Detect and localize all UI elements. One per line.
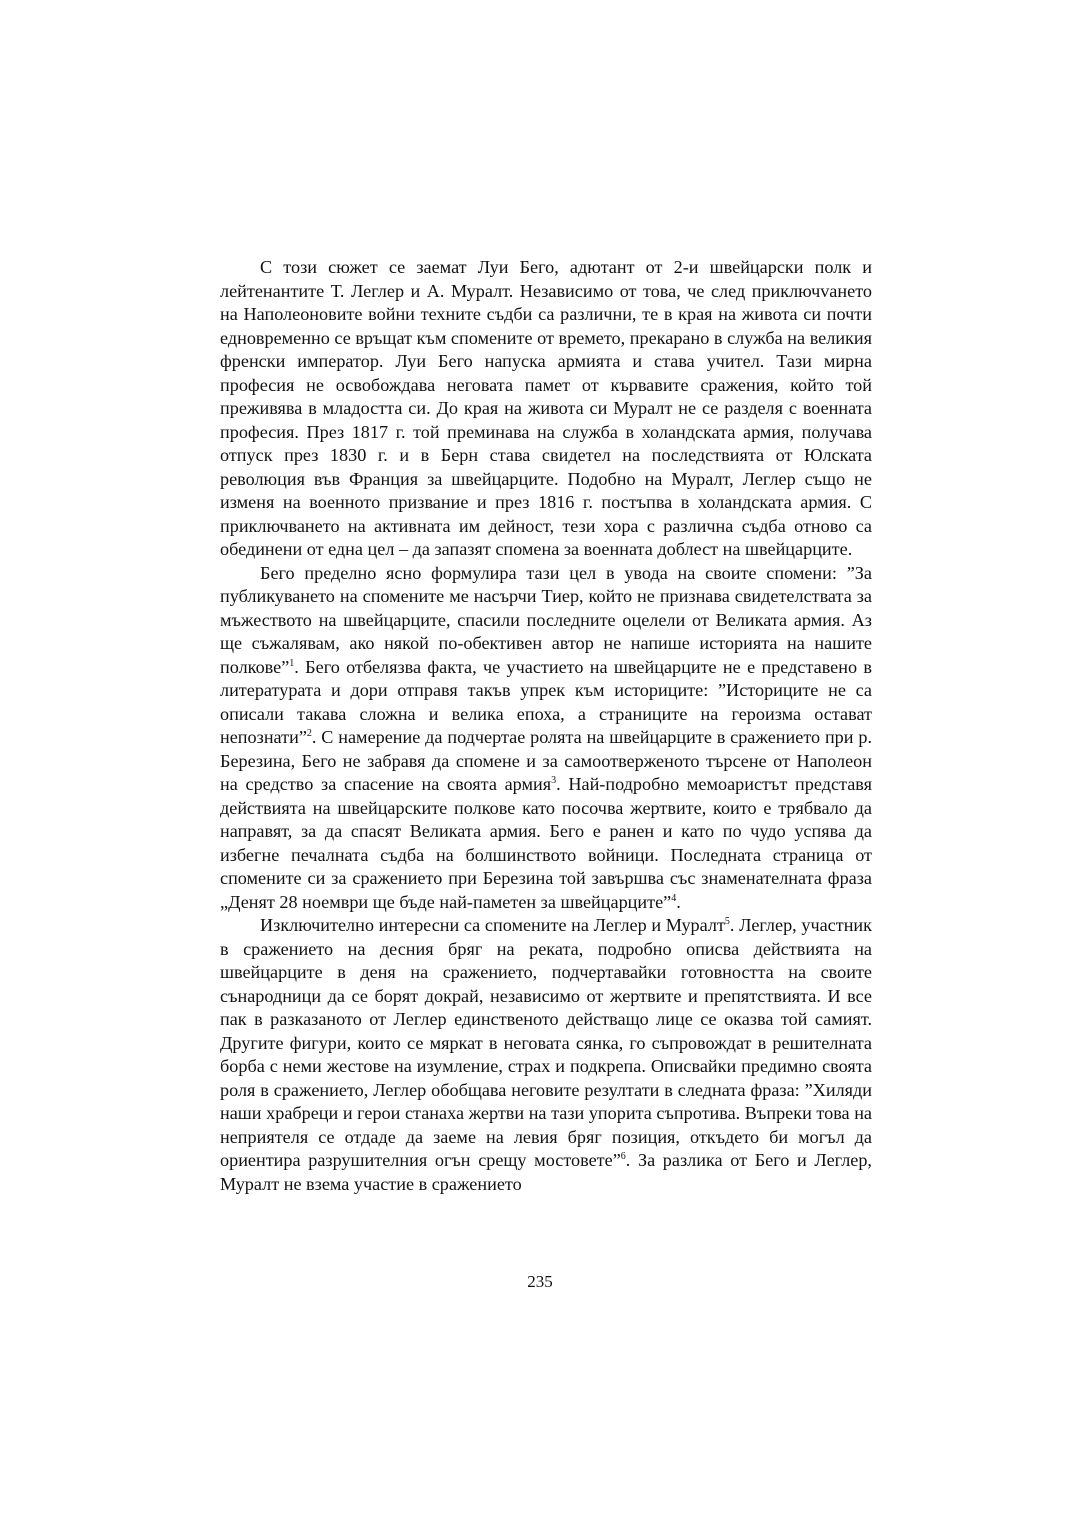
text-segment: . — [676, 891, 681, 912]
footnote-reference: 2 — [306, 727, 312, 739]
page-number: 235 — [527, 1272, 553, 1291]
footnote-reference: 3 — [551, 774, 557, 786]
text-segment: Изключително интересни са спомените на Леглер и Муралт — [260, 915, 725, 935]
text-segment: . За разлика от Бего и Леглер, Муралт не взема участие в сражението — [220, 1150, 872, 1194]
text-segment: . Бего отбелязва факта, че участието на швейцарците не е представено в литературата и дори отправя такъв упрек към историците: ”Историците не са описали такава сложна и велика епоха, а страниците на героизма остават непознати” — [220, 656, 872, 747]
paragraph — [220, 914, 872, 1196]
footnote-reference: 1 — [289, 657, 295, 669]
paragraph — [220, 256, 872, 562]
text-segment: . Най-подробно мемоаристът представя действията на швейцарските полкове като посочва жертвите, които е трябвало да направят, за да спасят Великата армия. Бего е ранен и като по чудо успява да избегне печалната съдба на болшинството войници. Последната страница от спомените си за сражението при Березина той завършва със знаменателната фраза „Денят 28 ноември ще бъде най-паметен за швейцарците” — [220, 774, 872, 912]
body-text — [220, 256, 872, 1196]
paragraph — [220, 562, 872, 915]
footnote-reference: 5 — [724, 915, 730, 927]
text-segment: . Леглер, участник в сражението на десния бряг на реката, подробно описва действията на швейцарците в деня на сражението, подчертавайки готовността на своите сънародници да се борят докрай, независимо от жертвите и препятствията. И все пак в разказаното от Леглер единственото действащо лице се оказва той самият. Другите фигури, които се мяркат в неговата сянка, го съпровождат в решителната борба с неми жестове на изумление, страх и подкрепа. Описвайки предимно своята роля в сражението, Леглер обобщава неговите резултати в следната фраза: ”Хиляди наши храбреци и герои станаха жертви на тази упорита съпротива. Въпреки това на неприятеля се отдаде да заеме на левия бряг позиция, откъдето би могъл да ориентира разрушителния огън срещу мостовете” — [220, 915, 873, 1170]
text-segment: Бего пределно ясно формулира тази цел в увода на своите спомени: ”За публикуването на спомените ме насърчи Тиер, който не признава свидетелствата за мъжеството на швейцарците, спасили последните оцелели от Великата армия. Аз ще съжалявам, ако някой по-обективен автор не напише историята на нашите полкове” — [220, 562, 872, 677]
footnote-reference: 4 — [671, 892, 677, 904]
text-segment: С този сюжет се заемат Луи Бего, адютант от 2-и швейцарски полк и лейтенантите Т. Леглер и А. Муралт. Независимо от това, че след приключvането на Наполеоновите войни техните съдби са различни, те в края на живота си почти едновременно се връщат към спомените от времето, прекарано в служба на великия френски император. Луи Бего напуска армията и става учител. Тази мирна професия не освобождава неговата памет от кървавите сражения, който той преживява в младостта си. До края на живота си Муралт не се разделя с военната професия. През 1817 г. той преминава на служба в холандската армия, получава отпуск през 1830 г. и в Берн става свидетел на последствията от Юлската революция във Франция за швейцарците. Подобно на Муралт, Леглер също не изменя на военното призвание и през 1816 г. постъпва в холандската армия. С приключването на активната им дейност, тези хора с различна съдба отново са обединени от една цел – да запазят спомена за военната доблест на швейцарците. — [220, 257, 872, 559]
text-segment: . С намерение да подчертае ролята на швейцарците в сражението при р. Березина, Бего не забравя да спомене и за самоотверженото търсене от Наполеон на средство за спасение на своята армия — [220, 727, 872, 794]
footnote-reference: 6 — [620, 1150, 626, 1162]
